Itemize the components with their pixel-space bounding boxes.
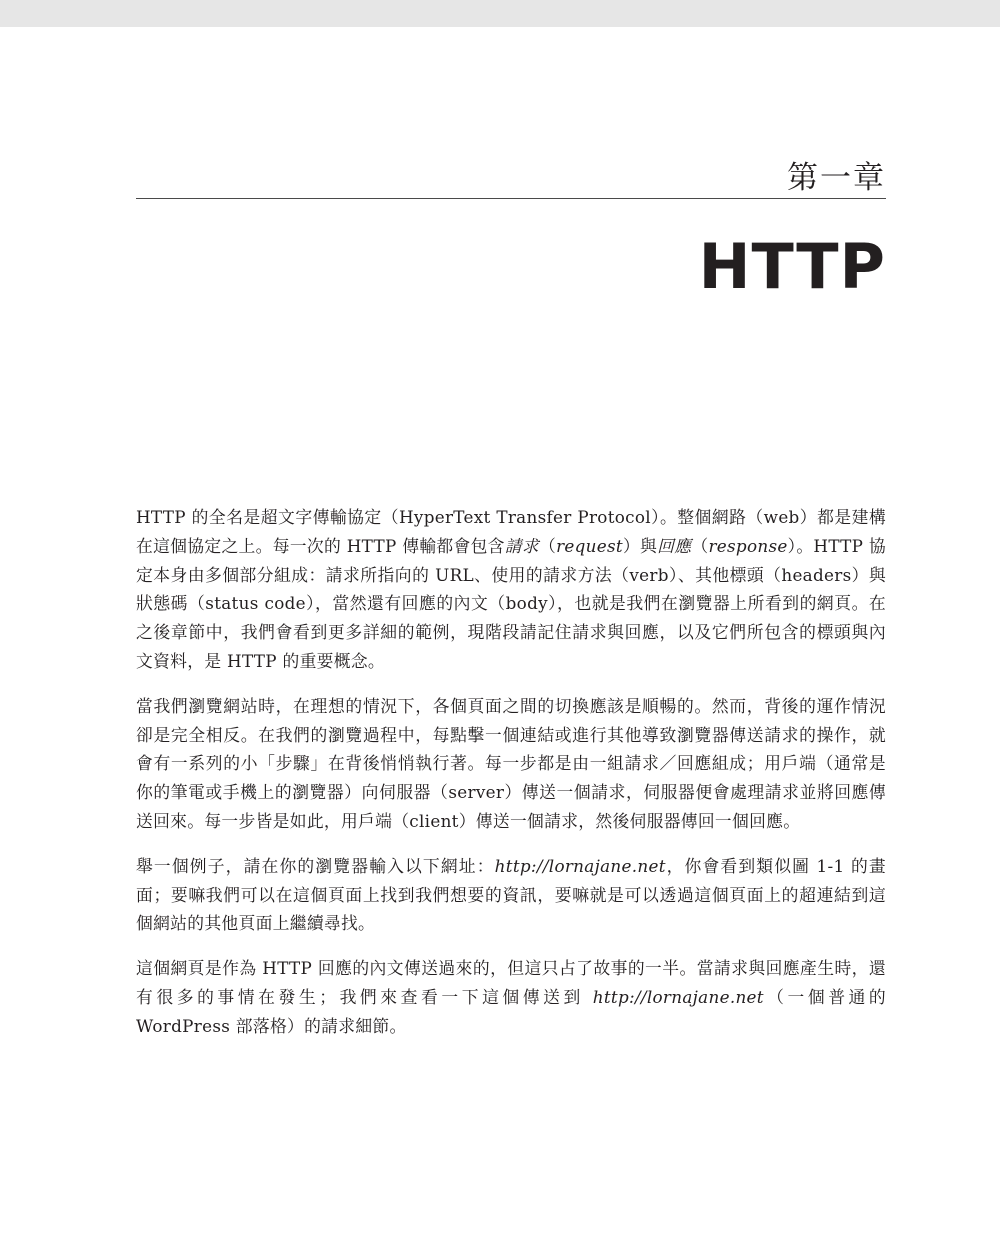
paragraph-4-text-a: 這個網頁是作為 HTTP 回應的內文傳送過來的，但這只占了故事的一半。當請求與回應產生時，還有很多的事情在發生；我們來查看一下這個傳送到 — [136, 958, 886, 1007]
chapter-divider — [136, 198, 886, 199]
paragraph-1-text-b: （ — [538, 535, 557, 556]
term-response-en: response — [708, 535, 788, 556]
chapter-title: HTTP — [698, 230, 886, 303]
paragraph-3 — [136, 852, 886, 938]
body-text — [136, 503, 886, 1057]
paragraph-4 — [136, 954, 886, 1040]
term-response: 回應 — [657, 535, 692, 556]
paragraph-3-text-b: ，你會看到類似圖 1-1 的畫面；要嘛我們可以在這個頁面上找到我們想要的資訊，要嘛就是可以透過這個頁面上的超連結到這個網站的其他頁面上繼續尋找。 — [136, 855, 886, 934]
top-band — [0, 0, 1000, 27]
paragraph-1-text-a: HTTP 的全名是超文字傳輸協定（HyperText Transfer Protocol）。整個網路（web）都是建構在這個協定之上。每一次的 HTTP 傳輸都會包含 — [136, 507, 886, 556]
paragraph-1 — [136, 503, 886, 676]
term-request: 請求 — [504, 535, 539, 556]
paragraph-3-text-a: 舉一個例子，請在你的瀏覽器輸入以下網址： — [136, 855, 495, 876]
url-link: http://lornajane.net — [494, 855, 666, 876]
paragraph-1-text-d: （ — [691, 535, 709, 556]
paragraph-1-text-e: ）。HTTP 協定本身由多個部分組成：請求所指向的 URL、使用的請求方法（verb）、其他標頭（headers）與狀態碼（status code），當然還有回應的內文（body），也就是我們在瀏覽器上所看到的網頁。在之後章節中，我們會看到更多詳細的範例，現階段請記住請求與回應，以及它們所包含的標頭與內文資料，是 HTTP 的重要概念。 — [136, 535, 886, 671]
paragraph-2: 當我們瀏覽網站時，在理想的情況下，各個頁面之間的切換應該是順暢的。然而，背後的運作情況卻是完全相反。在我們的瀏覽過程中，每點擊一個連結或進行其他導致瀏覽器傳送請求的操作，就會有一系列的小「步驟」在背後悄悄執行著。每一步都是由一組請求／回應組成；用戶端（通常是你的筆電或手機上的瀏覽器）向伺服器（server）傳送一個請求，伺服器便會處理請求並將回應傳送回來。每一步皆是如此，用戶端（client）傳送一個請求，然後伺服器傳回一個回應。 — [136, 695, 886, 831]
url-link: http://lornajane.net — [592, 986, 764, 1007]
paragraph-1-text-c: ）與 — [622, 535, 658, 556]
term-request-en: request — [556, 535, 623, 556]
chapter-label: 第一章 — [787, 160, 886, 196]
paragraph-4-text-b: （一個普通的 WordPress 部落格）的請求細節。 — [136, 986, 886, 1036]
